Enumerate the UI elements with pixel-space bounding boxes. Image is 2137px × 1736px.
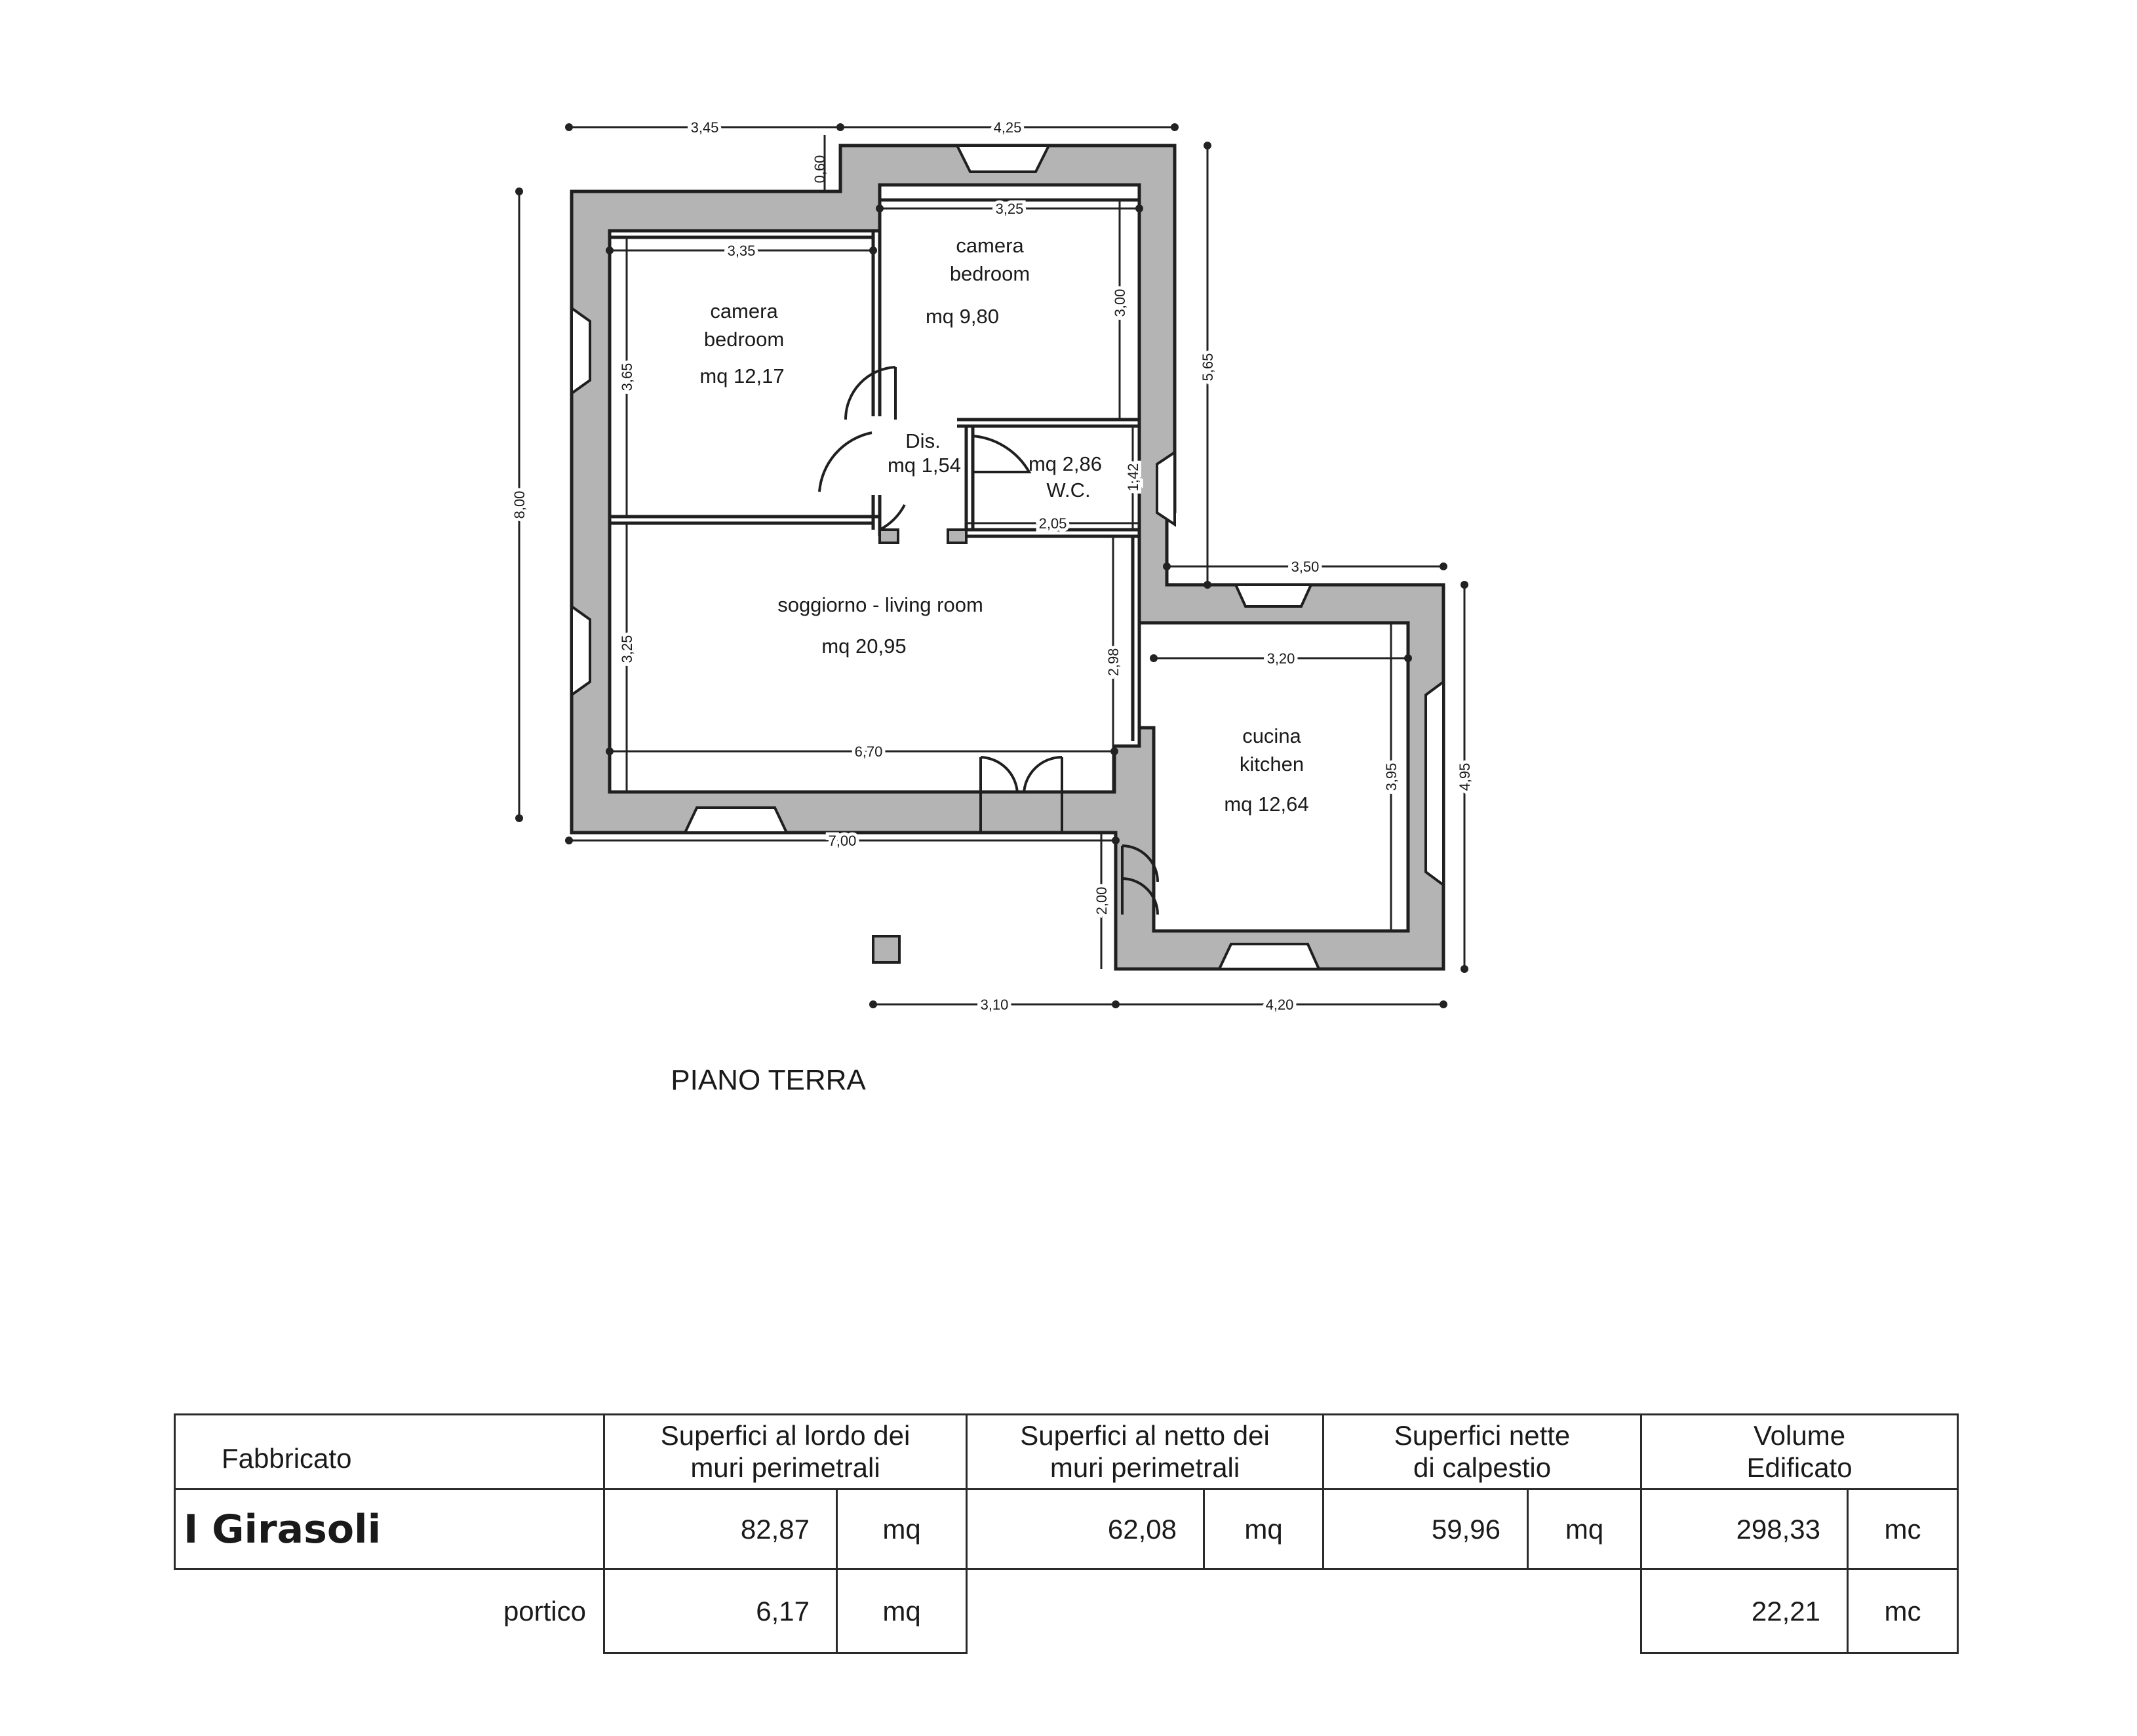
porch-pillar bbox=[873, 936, 899, 962]
dim-kitchen-outer-width: 3,50 bbox=[1291, 559, 1320, 575]
bedroom-1-name-it: camera bbox=[710, 300, 778, 323]
dim-bed1-depth: 3,65 bbox=[619, 363, 635, 391]
dim-overall-height: 8,00 bbox=[511, 490, 528, 519]
header-lordo: Superfici al lordo dei muri perimetrali bbox=[604, 1415, 967, 1489]
header-fabbricato: Fabbricato bbox=[175, 1415, 604, 1489]
dim-bottom-left: 3,10 bbox=[980, 996, 1009, 1013]
netto-value: 62,08 bbox=[967, 1489, 1204, 1569]
dim-wc-width: 2,05 bbox=[1038, 515, 1067, 532]
dim-kitchen-depth: 3,95 bbox=[1383, 762, 1400, 791]
table-row-main bbox=[175, 1489, 1958, 1569]
dim-porch-depth: 2,00 bbox=[1093, 886, 1110, 915]
portico-label: portico bbox=[503, 1596, 586, 1627]
calpestio-unit: mq bbox=[1528, 1489, 1641, 1569]
bedroom-2-name-it: camera bbox=[956, 234, 1024, 257]
lordo-value: 82,87 bbox=[604, 1489, 837, 1569]
living-area: mq 20,95 bbox=[821, 635, 907, 658]
kitchen-name-en: kitchen bbox=[1239, 753, 1304, 776]
dim-bed2-depth: 3,00 bbox=[1112, 288, 1128, 317]
portico-volume-value: 22,21 bbox=[1641, 1569, 1848, 1653]
dim-bed2-width: 3,25 bbox=[995, 201, 1024, 217]
dim-wc-height: 1,42 bbox=[1125, 463, 1141, 492]
wc-name: W.C. bbox=[1046, 479, 1091, 502]
dim-bottom-width: 7,00 bbox=[828, 833, 857, 849]
header-netto: Superfici al netto dei muri perimetrali bbox=[967, 1415, 1323, 1489]
kitchen-area: mq 12,64 bbox=[1224, 793, 1309, 816]
dim-top-right: 4,25 bbox=[993, 119, 1022, 136]
volume-unit: mc bbox=[1848, 1489, 1958, 1569]
dimension-lines bbox=[519, 127, 1464, 1004]
portico-lordo-value: 6,17 bbox=[604, 1569, 837, 1653]
dim-living-depth-right: 2,98 bbox=[1105, 648, 1122, 677]
lordo-unit: mq bbox=[837, 1489, 967, 1569]
dis-area: mq 1,54 bbox=[887, 454, 962, 477]
portico-lordo-unit: mq bbox=[837, 1569, 967, 1653]
header-volume: Volume Edificato bbox=[1641, 1415, 1958, 1489]
surface-table bbox=[174, 1413, 1959, 1654]
bedroom-1-name-en: bedroom bbox=[703, 328, 785, 351]
portico-volume-unit: mc bbox=[1848, 1569, 1958, 1653]
dim-kitchen-inner-width: 3,20 bbox=[1266, 650, 1295, 667]
dim-right-height: 5,65 bbox=[1200, 353, 1216, 382]
header-calpestio: Superfici nette di calpestio bbox=[1323, 1415, 1641, 1489]
dim-step: 0,60 bbox=[812, 155, 828, 184]
dim-bed1-width: 3,35 bbox=[727, 243, 756, 259]
empty-cell bbox=[967, 1569, 1641, 1653]
dim-living-depth-left: 3,25 bbox=[619, 635, 635, 663]
bedroom-2-name-en: bedroom bbox=[949, 262, 1030, 285]
living-name: soggiorno - living room bbox=[777, 593, 983, 616]
dim-kitchen-outer-height: 4,95 bbox=[1457, 762, 1473, 791]
dis-name: Dis. bbox=[905, 429, 941, 452]
volume-value: 298,33 bbox=[1641, 1489, 1848, 1569]
dim-bottom-right: 4,20 bbox=[1265, 996, 1294, 1013]
calpestio-value: 59,96 bbox=[1323, 1489, 1528, 1569]
kitchen-name-it: cucina bbox=[1242, 724, 1301, 747]
plan-title: PIANO TERRA bbox=[671, 1064, 866, 1096]
bedroom-2-area: mq 9,80 bbox=[925, 305, 1000, 328]
netto-unit: mq bbox=[1204, 1489, 1323, 1569]
dim-living-width: 6,70 bbox=[854, 743, 883, 760]
header-row bbox=[175, 1415, 1958, 1489]
building-name: I Girasoli bbox=[175, 1489, 604, 1569]
bedroom-1-area: mq 12,17 bbox=[699, 365, 785, 387]
dim-top-left: 3,45 bbox=[690, 119, 719, 136]
wc-area: mq 2,86 bbox=[1028, 452, 1103, 475]
table-row-portico bbox=[175, 1569, 1958, 1653]
